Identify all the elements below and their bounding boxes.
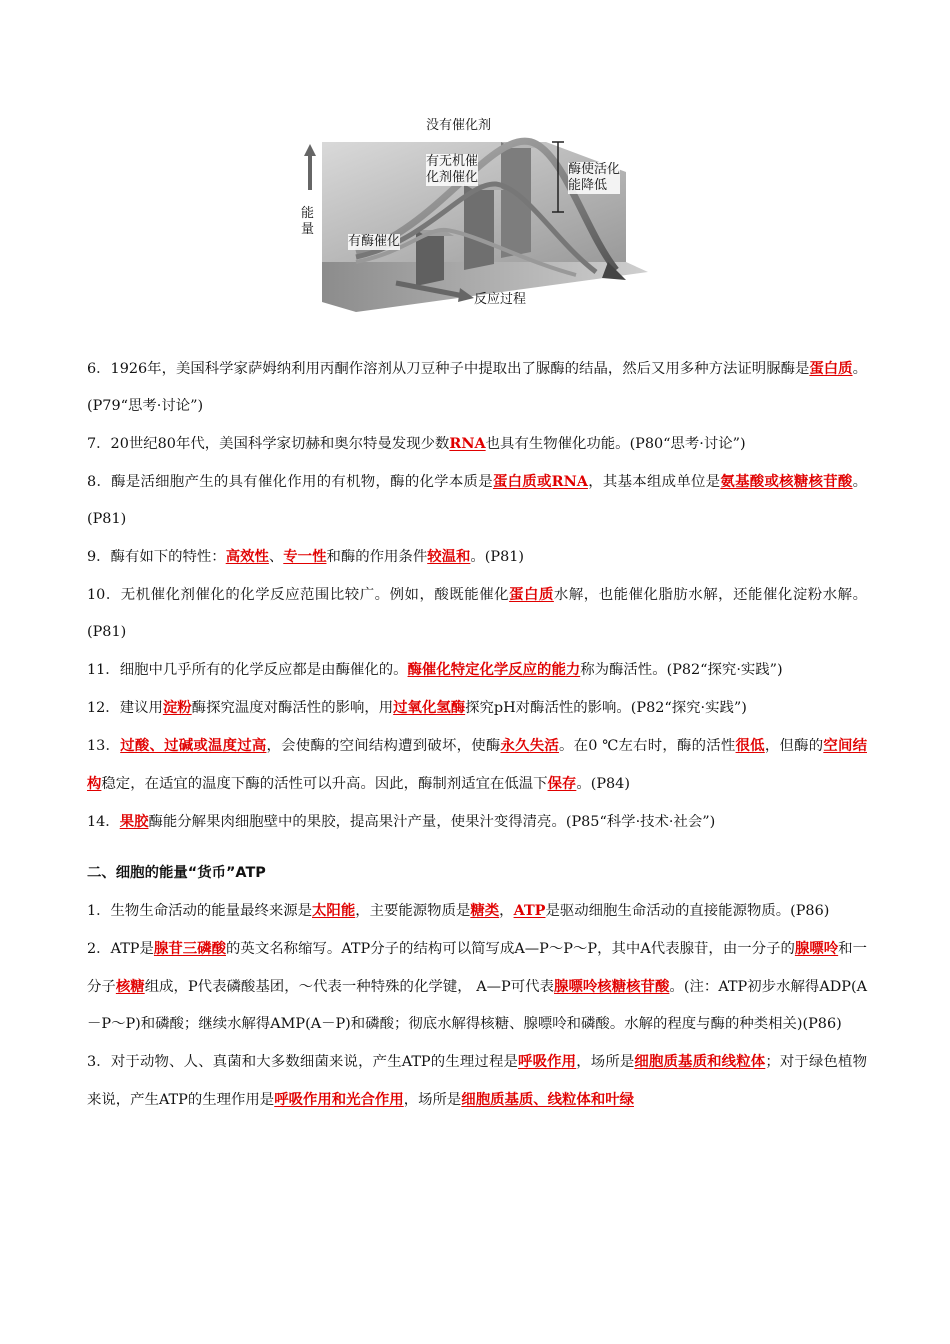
note-paragraph-p9 xyxy=(87,538,867,576)
note-paragraph-s2 xyxy=(87,930,867,1043)
note-text: 。(P81) xyxy=(470,549,525,565)
key-term: 较温和 xyxy=(427,548,471,565)
note-text: 8．酶是活细胞产生的具有催化作用的有机物，酶的化学本质是 xyxy=(87,474,493,490)
section-heading: 二、细胞的能量“货币”ATP xyxy=(87,865,266,881)
key-term: 过氧化氢酶 xyxy=(393,699,466,716)
key-term: 呼吸作用 xyxy=(518,1053,577,1070)
label-enzyme-catalysis: 有酶催化 xyxy=(348,234,401,249)
note-text: 9．酶有如下的特性： xyxy=(87,549,226,565)
note-text: 稳定，在适宜的温度下酶的活性可以升高。因此，酶制剂适宜在低温下 xyxy=(101,776,548,792)
note-text: 2．ATP是 xyxy=(87,941,154,957)
note-paragraph-p7 xyxy=(87,425,867,463)
note-text: 酶探究温度对酶活性的影响，用 xyxy=(191,700,394,716)
note-text: ，场所是 xyxy=(576,1054,635,1070)
note-paragraph-p12 xyxy=(87,689,867,727)
note-text: 和酶的作用条件 xyxy=(326,549,428,565)
note-paragraph-s1 xyxy=(87,892,867,930)
note-text: 7．20世纪80年代，美国科学家切赫和奥尔特曼发现少数 xyxy=(87,436,450,452)
key-term: 腺苷三磷酸 xyxy=(153,940,226,957)
key-term: 淀粉 xyxy=(162,699,192,716)
note-text: 11．细胞中几乎所有的化学反应都是由酶催化的。 xyxy=(87,662,408,678)
key-term: 糖类 xyxy=(470,902,500,919)
activation-energy-figure xyxy=(296,112,648,326)
note-paragraph-p10 xyxy=(87,576,867,651)
note-text: 。在0 ℃左右时，酶的活性 xyxy=(558,738,736,754)
note-paragraph-p8 xyxy=(87,463,867,538)
note-paragraph-p11 xyxy=(87,651,867,689)
key-term: RNA xyxy=(449,435,486,452)
note-text: 。(P79“思考·讨论”) xyxy=(87,361,867,414)
note-text: 12．建议用 xyxy=(87,700,163,716)
activation-energy-diagram xyxy=(296,112,648,326)
key-term: 细胞质基质和线粒体 xyxy=(634,1053,766,1070)
label-no-catalyst: 没有催化剂 xyxy=(426,118,492,133)
note-paragraph-p6 xyxy=(87,350,867,425)
key-term: 专一性 xyxy=(283,548,327,565)
key-term: 果胶 xyxy=(119,813,149,830)
key-term: 腺嘌呤 xyxy=(794,940,839,957)
label-reaction-process: 反应过程 xyxy=(474,292,527,307)
note-text: 13． xyxy=(87,738,121,754)
enzyme-notes-list xyxy=(87,350,867,841)
note-text: 。(P84) xyxy=(576,776,630,792)
atp-notes-list xyxy=(87,892,867,1119)
note-text: 水解，也能催化脂肪水解，还能催化淀粉水解。(P81) xyxy=(87,587,867,640)
note-paragraph-p13 xyxy=(87,727,867,803)
note-text: ， xyxy=(499,903,514,919)
label-energy-axis: 能 量 xyxy=(301,206,315,237)
note-text: 组成，P代表磷酸基团，～代表一种特殊的化学键， A—P可代表 xyxy=(144,979,555,995)
key-term: 蛋白质 xyxy=(809,360,853,377)
note-text: ，会使酶的空间结构遭到破坏，使酶 xyxy=(266,738,501,754)
label-enzyme-lowers-energy: 酶使活化 能降低 xyxy=(568,162,621,193)
key-term: 空间结构 xyxy=(87,737,867,792)
note-text: 10．无机催化剂催化的化学反应范围比较广。例如，酸既能催化 xyxy=(87,587,510,603)
key-term: 保存 xyxy=(547,775,577,792)
key-term: 很低 xyxy=(735,737,765,754)
note-text: 6．1926年，美国科学家萨姆纳利用丙酮作溶剂从刀豆种子中提取出了脲酶的结晶，然后又用多种方法证明脲酶是 xyxy=(87,361,810,377)
note-text: 和一分子 xyxy=(87,941,867,995)
label-inorganic-catalyst: 有无机催 化剂催化 xyxy=(426,154,479,185)
key-term: 太阳能 xyxy=(312,902,356,919)
note-text: 探究pH对酶活性的影响。(P82“探究·实践”) xyxy=(465,700,747,716)
key-term: 细胞质基质、线粒体和叶绿 xyxy=(461,1091,634,1108)
key-term: 蛋白质或RNA xyxy=(492,473,588,490)
key-term: 核糖 xyxy=(115,978,145,995)
key-term: ATP xyxy=(513,902,546,919)
note-text: ，场所是 xyxy=(403,1092,462,1108)
key-term: 蛋白质 xyxy=(509,586,554,603)
key-term: 呼吸作用和光合作用 xyxy=(274,1091,404,1108)
note-text: 称为酶活性。(P82“探究·实践”) xyxy=(580,662,783,678)
note-text: 的英文名称缩写。ATP分子的结构可以简写成A—P～P～P，其中A代表腺苷，由一分子的 xyxy=(226,941,795,957)
key-term: 腺嘌呤核糖核苷酸 xyxy=(554,978,670,995)
note-paragraph-s3 xyxy=(87,1043,867,1119)
note-text: 、 xyxy=(268,549,284,565)
note-text: ，主要能源物质是 xyxy=(355,903,471,919)
note-text: 1．生物生命活动的能量最终来源是 xyxy=(87,903,313,919)
key-term: 过酸、过碱或温度过高 xyxy=(120,737,267,754)
note-text: ，但酶的 xyxy=(764,738,824,754)
note-text: 。(P81) xyxy=(87,474,867,527)
key-term: 永久失活 xyxy=(500,737,559,754)
note-text: 也具有生物催化功能。(P80“思考·讨论”) xyxy=(485,436,746,452)
note-text: ，其基本组成单位是 xyxy=(587,474,721,490)
key-term: 氨基酸或核糖核苷酸 xyxy=(720,473,853,490)
note-text: 是驱动细胞生命活动的直接能源物质。(P86) xyxy=(545,903,830,919)
note-text: 。(注：ATP初步水解得ADP(A－P～P)和磷酸；继续水解得AMP(A－P)和磷酸；彻底水解得核糖、腺嘌呤和磷酸。水解的程度与酶的种类相关)(P86) xyxy=(87,979,867,1032)
note-text: 酶能分解果肉细胞壁中的果胶，提高果汁产量，使果汁变得清亮。(P85“科学·技术·社会”) xyxy=(148,814,716,830)
note-text: 3．对于动物、人、真菌和大多数细菌来说，产生ATP的生理过程是 xyxy=(87,1054,519,1070)
notes-content xyxy=(87,350,867,1119)
note-text: ；对于绿色植物来说，产生ATP的生理作用是 xyxy=(87,1054,867,1108)
key-term: 酶催化特定化学反应的能力 xyxy=(407,661,581,678)
note-paragraph-p14 xyxy=(87,803,867,841)
note-text: 14． xyxy=(87,814,120,830)
key-term: 高效性 xyxy=(225,548,269,565)
